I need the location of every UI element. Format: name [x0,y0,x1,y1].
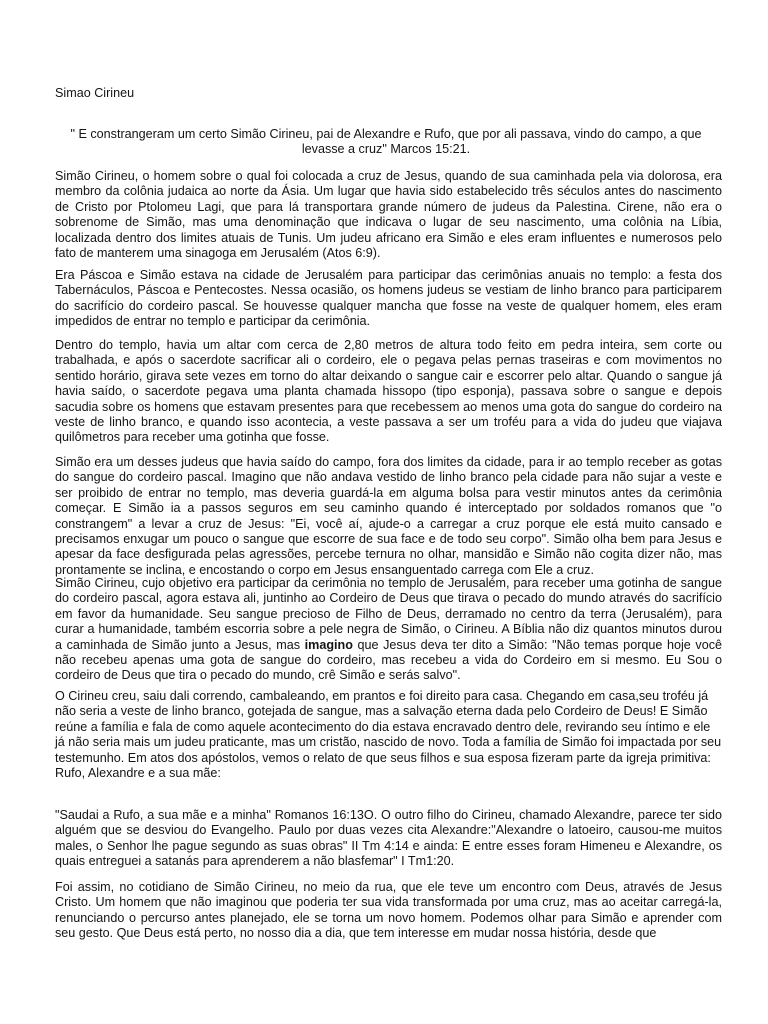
paragraph-passover: Era Páscoa e Simão estava na cidade de Jerusalém para participar das cerimônias anuais no templo: a festa dos Tabernáculos, Páscoa e Pentecostes. Nessa ocasião, os homens judeus se vestiam de linho branco para participarem do sacrifício do cordeiro pascal. Se houvesse qualquer mancha que fosse na veste de qualquer homem, eles eram impedidos de entrar no templo e participar da cerimônia. [55,268,722,329]
paragraph-origin: Simão Cirineu, o homem sobre o qual foi colocada a cruz de Jesus, quando de sua caminhada pela via dolorosa, era membro da colônia judaica ao norte da Ásia. Um lugar que havia sido estabelecido três séculos antes do nascimento de Cristo por Ptolomeu Lagi, que para lá transportara grande número de judeus da Palestina. Cirene, não era o sobrenome de Simão, mas uma denominação que indicava o lugar de seu nascimento, uma colônia na Líbia, localizada dentro dos limites atuais de Tunis. Um judeu africano era Simão e eles eram influentes e numerosos pelo fato de manterem uma sinagoga em Jerusalém (Atos 6:9). [55,169,722,261]
paragraph-text: que Jesus deva ter dito a Simão: "Não temas porque hoje você não recebeu apenas uma gota de sangue do cordeiro, mas recebeu a vida do Cordeiro em si mesmo. Eu Sou o cordeiro de Deus que tira o pecado do mundo, crê Simão e serás salvo". [55,637,723,683]
paragraph-altar: Dentro do templo, havia um altar com cerca de 2,80 metros de altura todo feito em pedra inteira, sem corte ou trabalhada, e após o sacerdote sacrificar ali o cordeiro, ele o pegava pelas pernas traseiras e com movimentos no sentido horário, girava sete vezes em torno do altar deixando o sangue cair e escorrer pelo altar. Quando o sangue já havia saído, o sacerdote pegava uma planta chamada hissopo (tipo esponja), passava sobre o sangue e depois sacudia sobre os homens que estavam presentes para que recebessem ao menos uma gota do sangue do cordeiro na veste de linho branco, e quando isso acontecia, a veste passava a ser um troféu para a vida do judeu que viajava quilômetros para receber uma gotinha que fosse. [55,338,722,445]
paragraph-lamb-of-god [55,576,722,684]
paragraph-simon-journey: Simão era um desses judeus que havia saído do campo, fora dos limites da cidade, para ir ao templo receber as gotas do sangue do cordeiro pascal. Imagino que não andava vestido de linho branco pela cidade para não sujar a veste e ser proibido de entrar no templo, mas deveria guardá-la em alguma bolsa para vestir minutos antes da cerimônia começar. E Simão ia a passos seguros em seu caminho quando é interceptado por soldados romanos que "o constrangem" a levar a cruz de Jesus: "Ei, você aí, ajude-o a carregar a cruz porque ele está muito cansado e precisamos enxugar um pouco o sangue que escorre de sua face e de todo seu corpo". Simão olha bem para Jesus e apesar da face desfigurada pelas agressões, percebe ternura no olhar, mansidão e Simão não cogita dizer não, mas prontamente se inclina, e encostando o corpo em Jesus ensanguentado carrega com Ele a cruz. [55,455,722,577]
paragraph-sons: "Saudai a Rufo, a sua mãe e a minha" Romanos 16:13O. O outro filho do Cirineu, chamado Alexandre, parece ter sido alguém que se desviou do Evangelho. Paulo por duas vezes cita Alexandre:"Alexandre o latoeiro, causou-me muitos males, o Senhor lhe pague segundo as suas obras" II Tm 4:14 e ainda: E entre esses foram Himeneu e Alexandre, os quais entreguei a satanás para aprenderem a não blasfemar" I Tm1:20. [55,808,722,869]
paragraph-text: Simão Cirineu, cujo objetivo era participar da cerimônia no templo de Jerusalém, para receber uma gotinha de sangue do cordeiro pascal, agora estava ali, juntinho ao Cordeiro de Deus que tirava o pecado do mundo através do sacrifício em favor da humanidade. Seu sangue precioso de Filho de Deus, derramado no centro da terra (Jerusalém), para curar a humanidade, também escorria sobre a pele negra de Simão, o Cirineu. A Bíblia não diz quantos minutos durou a caminhada de Simão junto a Jesus, mas [55,576,722,652]
epigraph-quote: " E constrangeram um certo Simão Cirineu, pai de Alexandre e Rufo, que por ali passava, vindo do campo, a que levasse a cruz" Marcos 15:21. [70,127,702,157]
document-title: Simao Cirineu [55,86,135,100]
paragraph-conclusion: Foi assim, no cotidiano de Simão Cirineu, no meio da rua, que ele teve um encontro com Deus, através de Jesus Cristo. Um homem que não imaginou que poderia ter sua vida transformada por uma cruz, mas ao aceitar carregá-la, renunciando o percurso antes planejado, ele se torna um novo homem. Podemos olhar para Simão e aprender com seu gesto. Que Deus está perto, no nosso dia a dia, que tem interesse em mudar nossa história, desde que [55,880,722,941]
bold-word: imagino [304,637,353,652]
paragraph-conversion: O Cirineu creu, saiu dali correndo, cambaleando, em prantos e foi direito para casa. Chegando em casa,seu troféu já não seria a veste de linho branco, gotejada de sangue, mas a salvação eterna dada pelo Cordeiro de Deus! E Simão reúne a família e fala de como aquele acontecimento do dia estava encravado dentro dele, revirando seu íntimo e ele já não seria mais um judeu praticante, mas um cristão, nascido de novo. Toda a família de Simão foi impactada por seu testemunho. Em atos dos apóstolos, vemos o relato de que seus filhos e sua esposa fizeram parte da igreja primitiva: Rufo, Alexandre e a sua mãe: [55,689,722,781]
